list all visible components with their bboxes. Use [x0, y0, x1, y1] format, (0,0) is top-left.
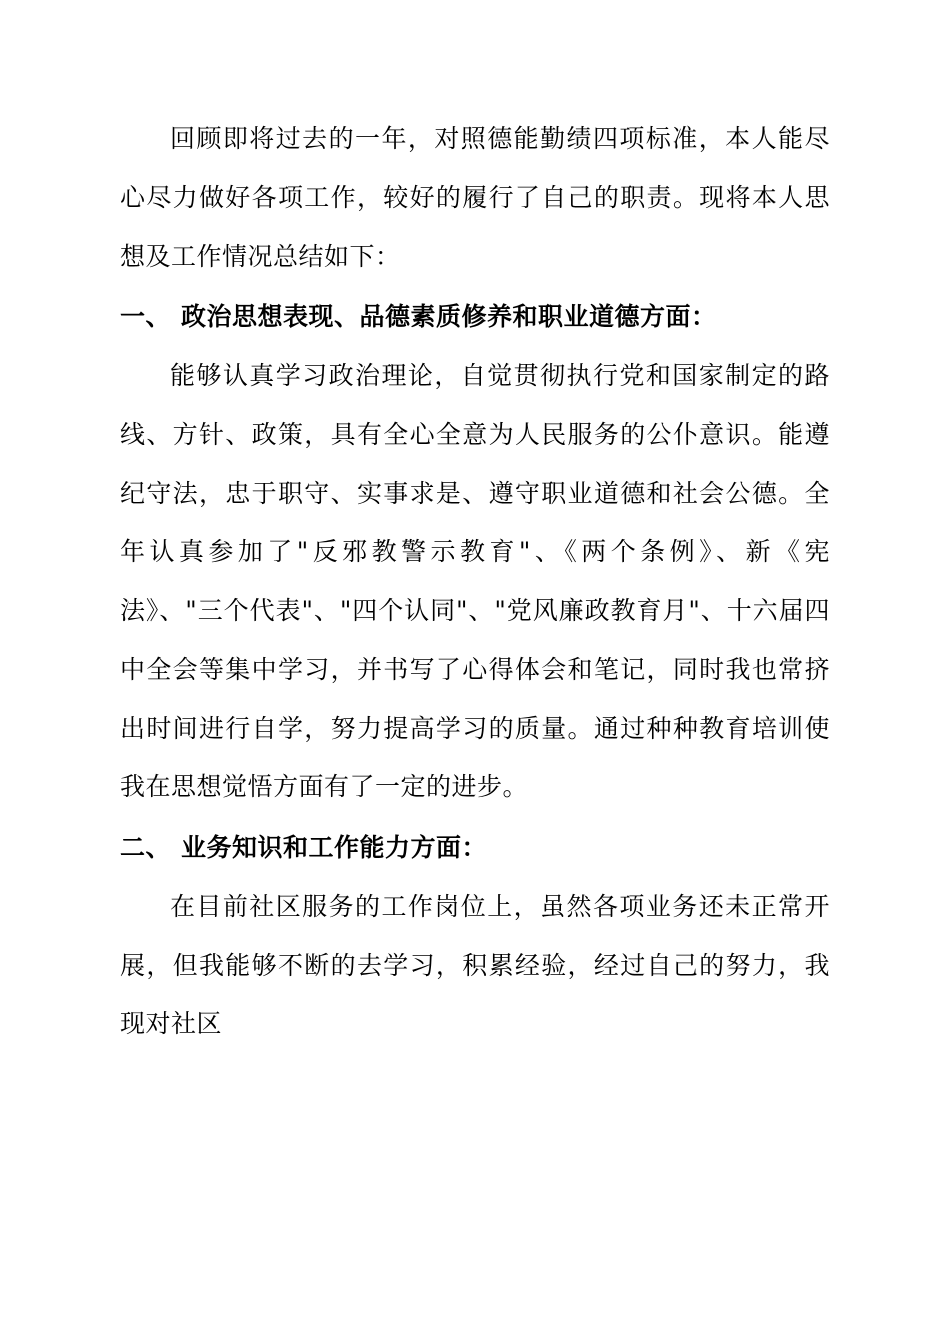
section-heading-one — [120, 288, 830, 347]
section-number-two: 二、 — [120, 833, 172, 862]
paragraph-section-one-body: 能够认真学习政治理论，自觉贯彻执行党和国家制定的路线、方针、政策，具有全心全意为人民服务的公仆意识。能遵纪守法，忠于职守、实事求是、遵守职业道德和社会公德。全年认真参加了"反邪教警示教育"、《两个条例》、新《宪法》、"三个代表"、"四个认同"、"党风廉政教育月"、十六届四中全会等集中学习，并书写了心得体会和笔记，同时我也常挤出时间进行自学，努力提高学习的质量。通过种种教育培训使我在思想觉悟方面有了一定的进步。 — [120, 361, 830, 802]
paragraph-intro: 回顾即将过去的一年，对照德能勤绩四项标准，本人能尽心尽力做好各项工作，较好的履行了自己的职责。现将本人思想及工作情况总结如下： — [120, 124, 830, 271]
document-body — [120, 110, 830, 1054]
paragraph-section-two-body: 在目前社区服务的工作岗位上，虽然各项业务还未正常开展，但我能够不断的去学习，积累经验，经过自己的努力，我现对社区 — [120, 891, 830, 1039]
section-number-one: 一、 — [120, 302, 172, 332]
section-title-two: 业务知识和工作能力方面： — [181, 833, 488, 862]
section-heading-two — [120, 819, 830, 878]
section-title-one: 政治思想表现、品德素质修养和职业道德方面： — [181, 302, 717, 332]
